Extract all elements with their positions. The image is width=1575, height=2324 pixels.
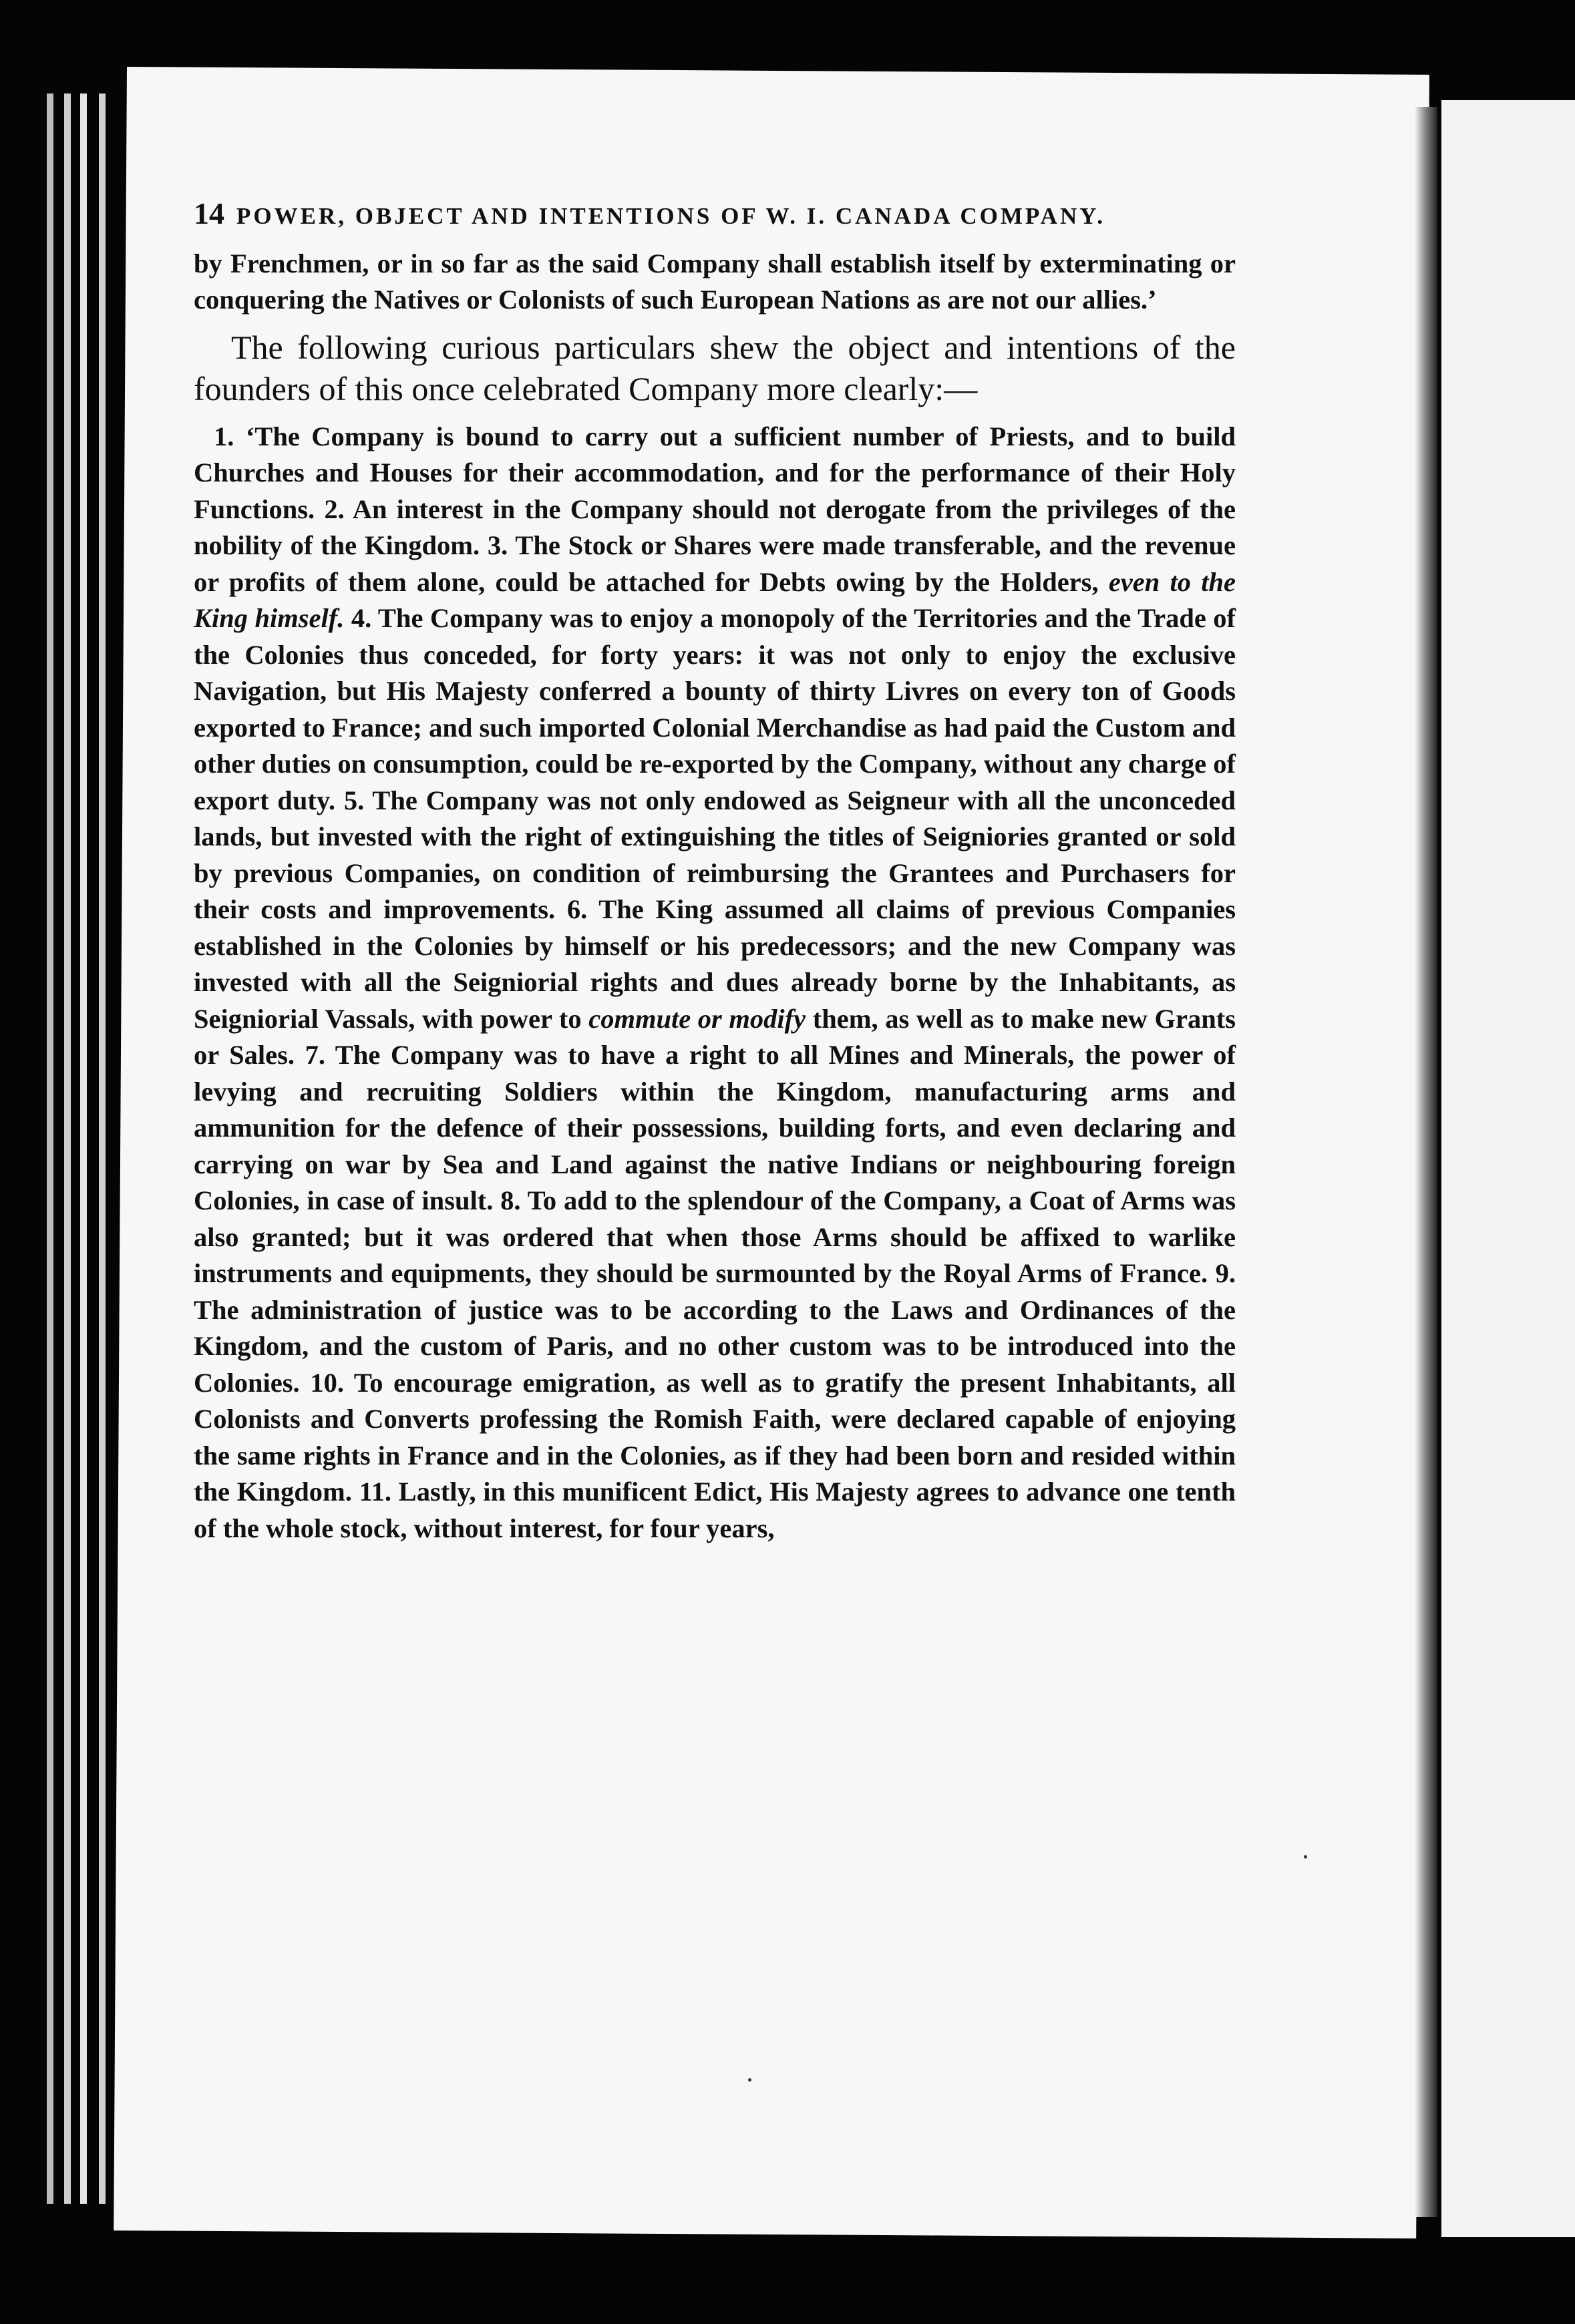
facing-page-edge [1441,100,1575,2237]
edict-text-3: them, as well as to make new Grants or Sales. 7. The Company was to have a right to all Mines and Minerals, the power of levying and recruiting Soldiers within the Kingdom, manufacturing arms and ammunition for the defence of their possessions, building forts, and even declaring and carrying on war by Sea and Land against the native Indians or neighbouring foreign Colonies, in case of insult. 8. To add to the splendour of the Company, a Coat of Arms was also granted; but it was ordered that when those Arms should be affixed to warlike instruments and equipments, they should be surmounted by the Royal Arms of France. 9. The administration of justice was to be according to the Laws and Ordinances of the Kingdom, and the custom of Paris, and no other custom was to be introduced into the Colonies. 10. To encourage emigration, as well as to gratify the present Inhabitants, all Colonists and Converts professing the Romish Faith, were declared capable of enjoying the same rights in France and in the Colonies, as if they had been born and resided within the Kingdom. 11. Lastly, in this munificent Edict, His Majesty agrees to advance one tenth of the whole stock, without interest, for four years, [194,1003,1236,1543]
running-head [194,194,1236,234]
intro-paragraph: The following curious particulars shew the object and intentions of the founders of this once celebrated Company more clearly:— [194,328,1236,407]
edict-text-1: 1. ‘The Company is bound to carry out a sufficient number of Priests, and to build Churches and Houses for their accommodation, and for the performance of their Holy Functions. 2. An interest in the Company should not derogate from the privileges of the nobility of the Kingdom. 3. The Stock or Shares were made transferable, and the revenue or profits of them alone, could be attached for Debts owing by the Holders, [194,421,1236,597]
quote-continuation: by Frenchmen, or in so far as the said Company shall establish itself by exterminating or conquering the Natives or Colonists of such European Nations as are not our allies.’ [194,248,1236,315]
page-edge [99,93,106,2204]
edict-text-2: 4. The Company was to enjoy a monopoly of the Territories and the Trade of the Colonies thus conceded, for forty years: it was not only to enjoy the exclusive Navigation, but His Majesty conferred a bounty of thirty Livres on every ton of Goods exported to France; and such imported Colonial Merchandise as had paid the Custom and other duties on consumption, could be re-exported by the Company, without any charge of export duty. 5. The Company was not only endowed as Seigneur with all the unconceded lands, but invested with the right of extinguishing the titles of Seigniories granted or sold by previous Companies, on condition of reimbursing the Grantees and Purchasers for their costs and improvements. 6. The King assumed all claims of previous Companies established in the Colonies by himself or his predecessors; and the new Company was invested with all the Seigniorial rights and dues already borne by the Inhabitants, as Seigniorial Vassals, with power to [194,603,1236,1034]
page-edge [64,93,71,2204]
running-head-title: POWER, OBJECT AND INTENTIONS OF W. I. CANADA COMPANY. [236,203,1106,229]
page-gutter [1415,107,1437,2217]
ink-speck [1304,1855,1307,1859]
ink-speck [748,2078,751,2082]
page-text [194,194,1236,1547]
edict-italic-2: commute or modify [588,1003,806,1034]
page-edge [80,93,87,2204]
page-number: 14 [194,196,224,230]
edict-italic-1: even to the King himself. [194,566,1236,634]
page-edge [47,93,53,2204]
edict-articles [194,419,1236,1547]
